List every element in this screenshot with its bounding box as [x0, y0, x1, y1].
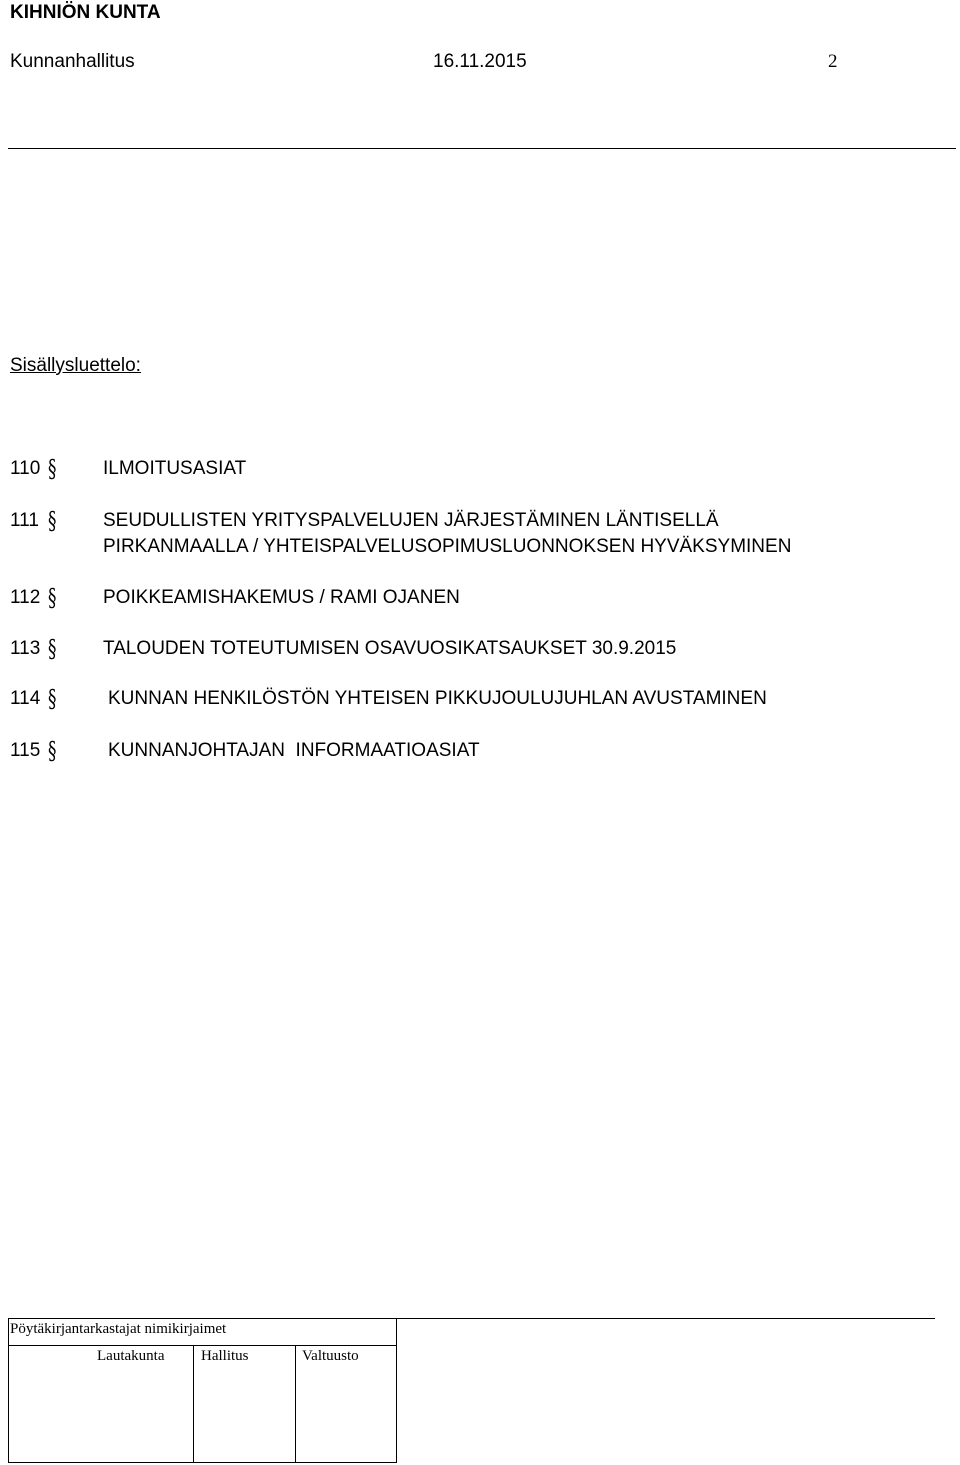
- section-symbol: §: [48, 507, 57, 535]
- section-symbol: §: [48, 737, 57, 765]
- signature-column-divider-1: [193, 1345, 194, 1463]
- toc-item-number: 114: [10, 688, 41, 709]
- toc-item-number: 110: [10, 458, 41, 479]
- signature-box-left-border: [8, 1318, 9, 1463]
- toc-item-title: KUNNANJOHTAJAN INFORMAATIOASIAT: [108, 740, 480, 761]
- toc-item-number: 115: [10, 740, 41, 761]
- toc-item-number: 112: [10, 587, 41, 608]
- toc-title: Sisällysluettelo:: [10, 355, 141, 376]
- toc-item-title: TALOUDEN TOTEUTUMISEN OSAVUOSIKATSAUKSET 30.9.2015: [103, 638, 677, 659]
- toc-item-number: 113: [10, 638, 41, 659]
- organization-name: KIHNIÖN KUNTA: [10, 2, 161, 23]
- page-number: 2: [828, 51, 838, 72]
- signature-column-lautakunta: Lautakunta: [97, 1348, 165, 1364]
- signature-box: [8, 1318, 397, 1463]
- toc-item-title-line-2: PIRKANMAALLA / YHTEISPALVELUSOPIMUSLUONNOKSEN HYVÄKSYMINEN: [103, 536, 792, 557]
- meeting-body: Kunnanhallitus: [10, 51, 135, 72]
- section-symbol: §: [48, 455, 57, 483]
- signature-column-valtuusto: Valtuusto: [302, 1348, 359, 1364]
- signature-box-header-divider: [8, 1345, 397, 1346]
- header-divider: [8, 148, 956, 149]
- toc-item-title: KUNNAN HENKILÖSTÖN YHTEISEN PIKKUJOULUJUHLAN AVUSTAMINEN: [108, 688, 767, 709]
- toc-item-title: SEUDULLISTEN YRITYSPALVELUJEN JÄRJESTÄMINEN LÄNTISELLÄ: [103, 510, 719, 531]
- signature-column-hallitus: Hallitus: [201, 1348, 249, 1364]
- section-symbol: §: [48, 584, 57, 612]
- section-symbol: §: [48, 685, 57, 713]
- toc-item-number: 111: [10, 510, 39, 531]
- toc-item-title: ILMOITUSASIAT: [103, 458, 247, 479]
- meeting-date: 16.11.2015: [433, 51, 527, 72]
- signature-column-divider-2: [295, 1345, 296, 1463]
- section-symbol: §: [48, 635, 57, 663]
- signature-box-title: Pöytäkirjantarkastajat nimikirjaimet: [10, 1321, 227, 1337]
- toc-item-title: POIKKEAMISHAKEMUS / RAMI OJANEN: [103, 587, 460, 608]
